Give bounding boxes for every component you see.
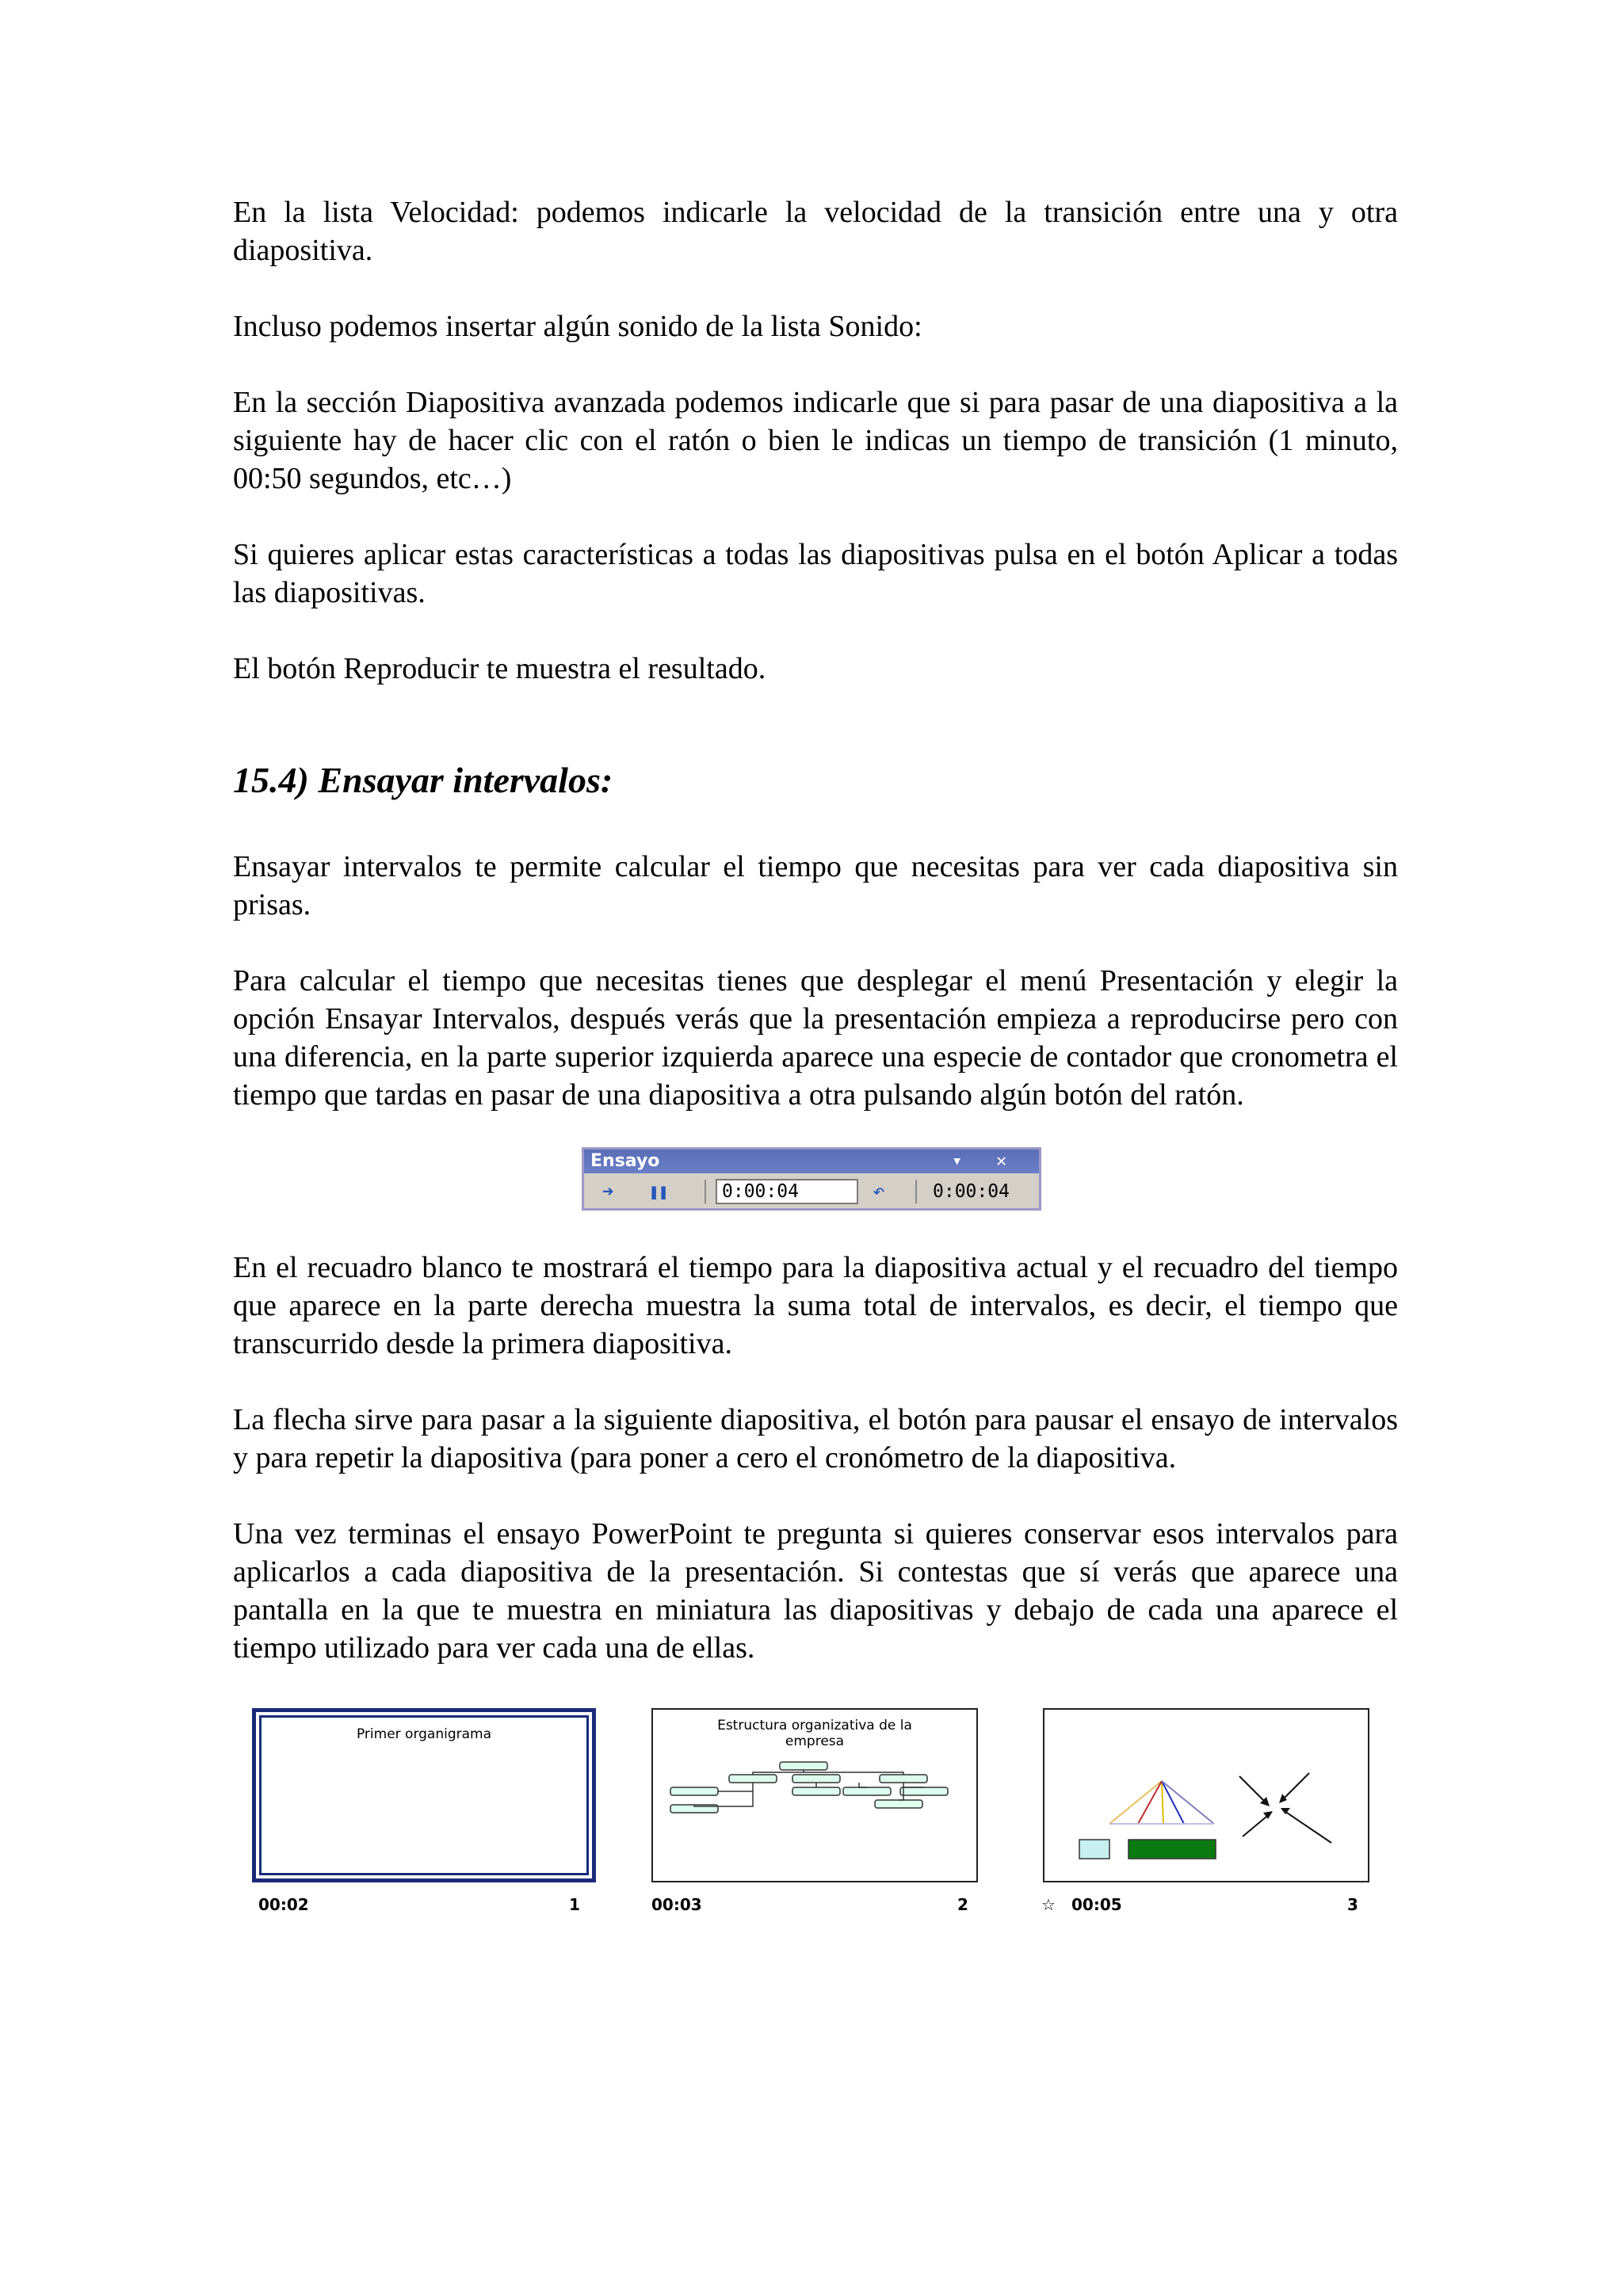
slide-number: 3 [1347,1895,1358,1914]
slide-number: 1 [569,1895,580,1914]
slide-thumbnail-3[interactable] [1043,1708,1369,1882]
repeat-icon[interactable]: ↶ [873,1180,885,1203]
separator [705,1180,706,1203]
current-time-field[interactable]: 0:00:04 [716,1179,858,1204]
paragraph-conservar-intervalos: Una vez terminas el ensayo PowerPoint te pregunta si quieres conservar esos intervalos para aplicarlos a cada diapositiva de la presentación. Si contestas que sí verás que aparece una pantalla en la que te muestra en miniatura las diapositivas y debajo de cada una aparece el tiempo utilizado para ver cada una de ellas. [233,1517,1398,1665]
arrow-right-icon[interactable]: ➜ [601,1180,614,1203]
section-heading: 15.4) Ensayar intervalos: [233,760,613,800]
pause-icon[interactable]: ❚❚ [648,1182,669,1201]
paragraph-flecha: La flecha sirve para pasar a la siguiente diapositiva, el botón para pausar el ensayo de intervalos y para repetir la diapositiva (para poner a cero el cronómetro de la diapositiva. [233,1403,1398,1474]
paragraph-reproducir: El botón Reproducir te muestra el resultado. [233,652,766,685]
star-icon: ☆ [1041,1895,1056,1914]
close-icon[interactable]: ✕ [996,1151,1007,1171]
total-time-value: 0:00:04 [933,1181,1010,1202]
slide-title: Primer organigrama [356,1726,492,1742]
paragraph-aplicar-todas: Si quieres aplicar estas características a todas las diapositivas pulsa en el botón Aplicar a todas las diapositivas. [233,538,1398,609]
paragraph-velocidad: En la lista Velocidad: podemos indicarle la velocidad de la transición entre una y otra diapositiva. [233,196,1398,267]
paragraph-diapositiva-avanzada: En la sección Diapositiva avanzada podemos indicarle que si para pasar de una diapositiva a la siguiente hay de hacer clic con el ratón o bien le indicas un tiempo de transición (1 minuto, 00:50 segundos, etc…) [233,386,1398,495]
paragraph-calcular-tiempo: Para calcular el tiempo que necesitas tienes que desplegar el menú Presentación y elegir la opción Ensayar Intervalos, después verás que la presentación empieza a reproducirse pero con una diferencia, en la parte superior izquierda aparece una especie de contador que cronometra el tiempo que tardas en pasar de una diapositiva a otra pulsando algún botón del ratón. [233,964,1398,1112]
paragraph-sonido: Incluso podemos insertar algún sonido de la lista Sonido: [233,310,922,343]
slide-time: 00:03 [651,1895,702,1914]
paragraph-recuadro-blanco: En el recuadro blanco te mostrará el tiempo para la diapositiva actual y el recuadro del tiempo que aparece en la parte derecha muestra la suma total de intervalos, es decir, el tiempo que transcurrido desde la primera diapositiva. [233,1251,1398,1360]
chevron-down-icon[interactable]: ▾ [952,1151,963,1171]
ensayo-title: Ensayo [590,1151,660,1171]
ensayo-toolbar [582,1147,1041,1211]
paragraph-ensayar-intro: Ensayar intervalos te permite calcular el tiempo que necesitas para ver cada diapositiva sin prisas. [233,850,1398,921]
slide-thumbnail-2[interactable] [651,1708,978,1882]
slide-number: 2 [957,1895,968,1914]
separator [915,1180,917,1203]
slide-time: 00:02 [258,1895,309,1914]
slide-time: 00:05 [1071,1895,1122,1914]
shapes-graphic [1044,1710,1368,1881]
ensayo-controls [584,1175,1039,1208]
slide-thumbnail-1[interactable] [252,1708,596,1882]
ensayo-titlebar [584,1150,1039,1173]
org-chart-graphic [653,1759,976,1878]
slide-title: Estructura organizativa de la empresa [717,1718,912,1749]
